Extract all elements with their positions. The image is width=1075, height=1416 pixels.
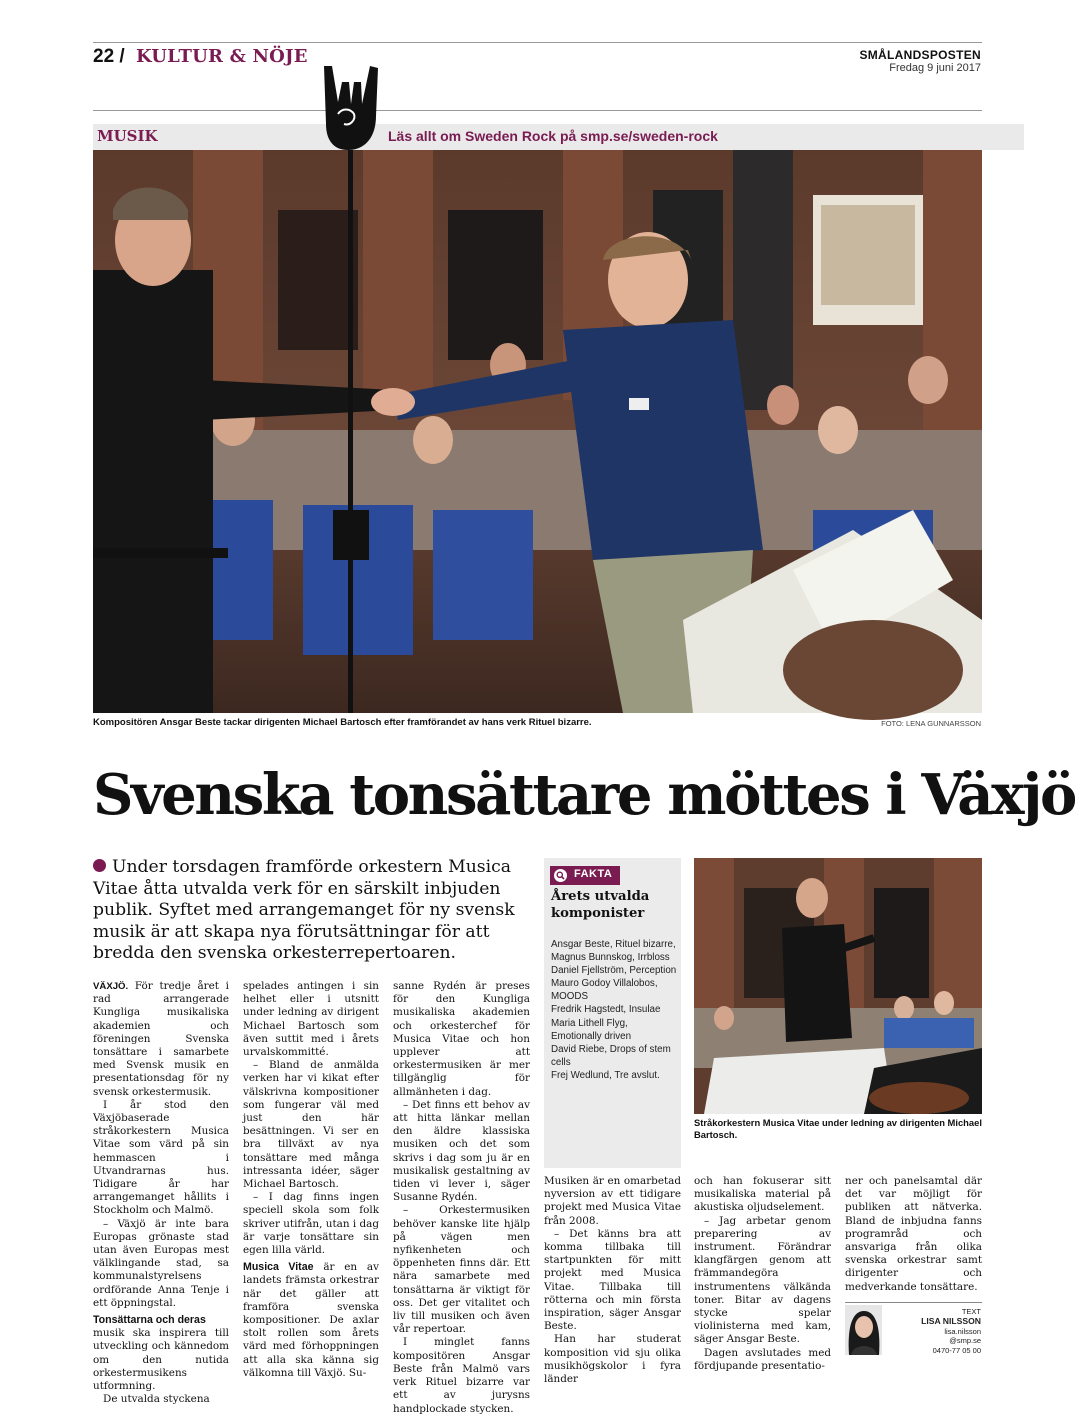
- paragraph: – Orkestermusiken behöver kanske lite hjälp på vägen men nyfikenheten och öppenheten finns där. Ett nära samarbete med tonsättarna är viktigt för oss. Det ger vitalitet och liv till musiken och även vår repertoar.: [393, 1204, 530, 1336]
- newspaper-name: SMÅLANDSPOSTEN: [859, 48, 981, 62]
- fakta-item: Ansgar Beste, Rituel bizarre,: [551, 939, 676, 950]
- dateline: VÄXJÖ.: [93, 981, 129, 992]
- fakta-item: Frej Wedlund, Tre avslut.: [551, 1069, 660, 1081]
- paragraph: Han har studerat komposition vid sju olika musikhögskolor i fyra länder: [544, 1333, 681, 1386]
- paragraph: – Växjö är inte bara Europas grönaste stad utan även Europas mest välklingande stad, sa kommunalstyrelsens ordförande Anna Tenje i ett öppningstal.: [93, 1217, 229, 1309]
- sweden-rock-link[interactable]: Läs allt om Sweden Rock på smp.se/sweden-rock: [388, 128, 718, 144]
- paragraph: – Jag arbetar genom preparering av instrument. Förändrar klangfärgen genom att främmandegöra instrumentens välkända toner. Bitar av dagens stycke spelar violinisterna med kam, säger Ansgar Beste.: [694, 1214, 831, 1346]
- paragraph: De utvalda styckena: [103, 1393, 210, 1406]
- fakta-item: David Riebe, Drops of stem cells: [551, 1043, 671, 1068]
- fakta-list: [551, 938, 677, 1082]
- byline-role: TEXT: [961, 1307, 981, 1316]
- header-rule: [93, 110, 982, 111]
- fakta-item: Maria Lithell Flyg, Emotionally driven: [551, 1017, 632, 1042]
- paragraph: – Bland de anmälda verken har vi kikat efter välskrivna kompositioner som fungerar väl med just den här besättningen. Vi ser en bra tillväxt av nya tonsättare med många intressanta idéer, säger Michael Bartosch.: [243, 1059, 379, 1191]
- paragraph: – I dag finns ingen speciell skola som folk skriver utifrån, utan i dag är varje tonsättare sin egen lilla värld.: [243, 1191, 379, 1257]
- byline-rule: [845, 1302, 982, 1303]
- lead-bullet-icon: [93, 859, 106, 872]
- fakta-item: Magnus Bunnskog, Irrbloss: [551, 952, 670, 964]
- main-photo-caption: Kompositören Ansgar Beste tackar dirigenten Michael Bartosch efter framförandet av hans verk Rituel bizarre.: [93, 717, 592, 728]
- lead-paragraph: [93, 857, 533, 965]
- paragraph: Musiken är en omarbetad nyversion av ett tidigare projekt med Musica Vitae från 2008.: [544, 1175, 681, 1227]
- paragraph: – Det känns bra att komma tillbaka till startpunkten för mitt projekt med Musica Vitae. Tillbaka till rötterna och min första inspiration, säger Ansgar Beste.: [544, 1227, 681, 1333]
- paragraph: – Det finns ett behov av att hitta länkar mellan den äldre klassiska musiken och det som skrivs i dag som ju är en musikalisk gestaltning av tiden vi lever i, säger Susanne Rydén.: [393, 1098, 530, 1204]
- paragraph: sanne Rydén är preses för den Kungliga musikaliska akademien och orkesterchef för Musica Vitae och hon upplever att orkestermusiken är mer tillgänglig för allmänheten i dag.: [393, 980, 530, 1098]
- author-email-2[interactable]: @smp.se: [949, 1336, 981, 1346]
- paragraph: För tredje året i rad arrangerade Kungliga musikaliska akademien och föreningen Svenska tonsättare i samarbete med Svensk musik en presentationsdag för ny svensk orkestermusik.: [93, 980, 229, 1098]
- orchestra-photo: [694, 858, 982, 1114]
- paragraph: musik ska inspirera till utveckling och kännedom om den nutida orkestermusikens utformning.: [93, 1327, 229, 1393]
- subhead: Tonsättarna och deras: [93, 1314, 206, 1327]
- fakta-tag: FAKTA: [550, 866, 620, 885]
- author-name: LISA NILSSON: [921, 1315, 981, 1326]
- body-column-2: [243, 980, 379, 1380]
- body-column-3: [393, 980, 530, 1416]
- paragraph: I minglet fanns kompositören Ansgar Beste från Malmö vars verk Rituel bizarre var ett av jurysns handplockade stycken.: [393, 1336, 530, 1415]
- body-column-6: [845, 1175, 982, 1294]
- rock-hand-icon: [318, 64, 388, 152]
- orchestra-photo-caption: Stråkorkestern Musica Vitae under ledning av dirigenten Michael Bartosch.: [694, 1117, 982, 1140]
- magnifier-icon: [554, 869, 567, 882]
- paragraph: I år stod den Växjöbaserade stråkorkestern Musica Vitae som värd på sin hemmascen i Utvandrarnas hus. Tidigare år har arrangemanget hållits i Stockholm och Malmö.: [93, 1098, 229, 1217]
- author-email-1[interactable]: lisa.nilsson: [944, 1326, 981, 1336]
- fakta-item: Daniel Fjellström, Perception: [551, 965, 677, 977]
- subsection-label: MUSIK: [97, 127, 158, 145]
- body-column-4: [544, 1175, 681, 1386]
- paragraph: och han fokuserar sitt musikaliska material på akustiska oljudselement.: [694, 1175, 831, 1214]
- fakta-title: Årets utvalda komponister: [551, 889, 650, 921]
- paragraph: ner och panelsamtal där det var möjligt för publiken att nätverka. Bland de inbjudna fanns programråd och ansvariga från olika svenska orkestrar samt dirigenter och medverkande tonsättare.: [845, 1175, 982, 1293]
- body-column-1: [93, 980, 229, 1407]
- headline: Svenska tonsättare möttes i Växjö: [93, 762, 1075, 828]
- section-title: KULTUR & NÖJE: [136, 46, 308, 67]
- subhead: Musica Vitae: [243, 1261, 314, 1274]
- body-column-5: [694, 1175, 831, 1373]
- top-rule: [93, 42, 982, 43]
- lead-text: Under torsdagen framförde orkestern Musica Vitae åtta utvalda verk för en särskilt inbjuden publik. Syftet med arrangemanget för ny svensk musik är att skapa nya förutsättningar för att bredda den svenska orkesterrepertoaren.: [93, 857, 515, 963]
- paragraph: är en av landets främsta orkestrar när det gäller att framföra svenska kompositioner. De axlar stolt rollen som årets värd med förhoppningen att alla ska känna sig välkomna till Växjö. Su-: [243, 1261, 379, 1379]
- paragraph: spelades antingen i sin helhet eller i utsnitt under ledning av dirigent Michael Bartosch som även suttit med i årets urvalskommitté.: [243, 980, 379, 1059]
- author-phone: 0470-77 05 00: [932, 1346, 981, 1356]
- fakta-item: Fredrik Hagstedt, Insulae: [551, 1004, 661, 1016]
- byline: [921, 1307, 981, 1356]
- photo-credit: FOTO: LENA GUNNARSSON: [881, 719, 981, 728]
- page-number: 22 /: [93, 46, 125, 67]
- fakta-item: Mauro Godoy Villalobos, MOODS: [551, 978, 658, 1003]
- paragraph: Dagen avslutades med fördjupande presentatio-: [694, 1346, 831, 1372]
- author-avatar: [845, 1305, 882, 1355]
- issue-date: Fredag 9 juni 2017: [889, 62, 981, 74]
- main-photo: [93, 150, 982, 713]
